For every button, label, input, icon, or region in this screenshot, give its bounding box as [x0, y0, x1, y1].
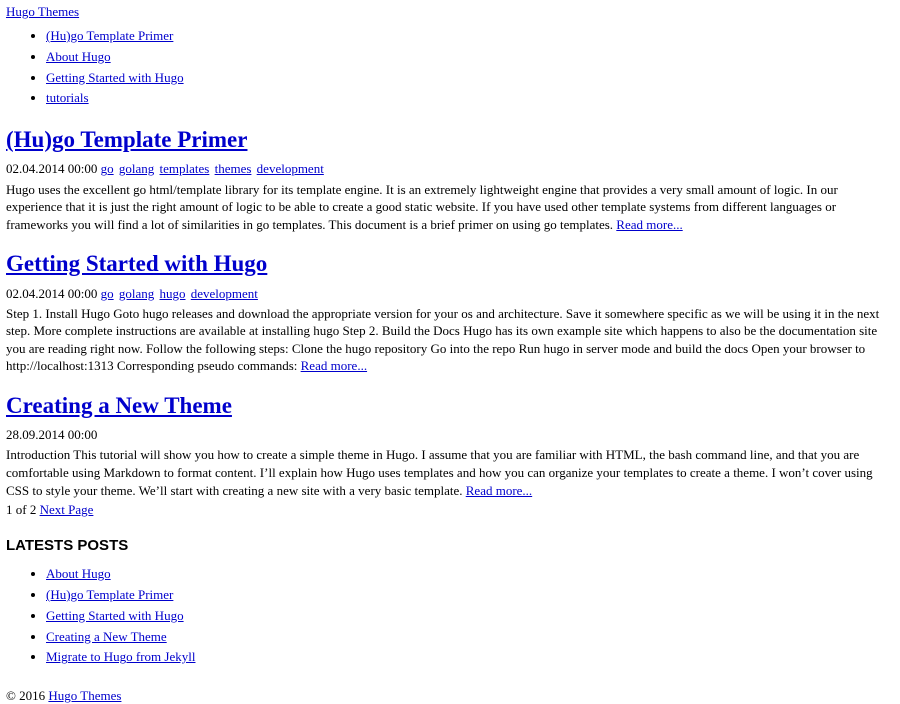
next-page-link[interactable]: Next Page — [39, 502, 94, 518]
post-date: 02.04.2014 00:00 — [6, 285, 98, 301]
post-summary-text: Step 1. Install Hugo Goto hugo releases and download the appropriate version for your os and architecture. Save it somewhere specific as we will be using it in the next step. More complete instructions are available at installing hugo Step 2. Build the Docs Hugo has its own example site which happens to also be the documentation site you are reading right now. Follow the following steps: Clone the hugo repository Go into the repo Run hugo in server mode and build the docs Open your browser to http://localhost:1313 Corresponding pseudo commands: — [6, 305, 880, 374]
post-tags — [101, 161, 326, 176]
latest-link-about-hugo[interactable]: About Hugo — [46, 566, 111, 582]
nav-link-template-primer[interactable]: (Hu)go Template Primer — [46, 28, 174, 43]
tag-link-golang[interactable]: golang — [118, 161, 155, 177]
post-item — [6, 393, 894, 499]
post-meta — [6, 285, 894, 303]
latest-link-template-primer[interactable]: (Hu)go Template Primer — [46, 587, 174, 603]
footer-site-link[interactable]: Hugo Themes — [48, 688, 122, 704]
nav-item — [46, 47, 894, 68]
latest-posts-heading: LATESTS POSTS — [6, 537, 129, 555]
tag-link-hugo[interactable]: hugo — [159, 285, 186, 301]
list-item — [46, 627, 894, 648]
post-date: 28.09.2014 00:00 — [6, 427, 98, 443]
list-item — [46, 564, 894, 585]
post-date: 02.04.2014 00:00 — [6, 161, 98, 177]
nav-item — [46, 88, 894, 109]
post-item — [6, 251, 894, 375]
list-item — [46, 647, 894, 668]
post-title-link[interactable]: (Hu)go Template Primer — [6, 127, 248, 153]
post-title — [6, 393, 894, 418]
post-list — [6, 127, 894, 519]
nav-link-getting-started[interactable]: Getting Started with Hugo — [46, 69, 184, 85]
post-meta — [6, 160, 894, 178]
nav-item — [46, 68, 894, 89]
post-title-link[interactable]: Creating a New Theme — [6, 392, 232, 418]
post-summary-text: Hugo uses the excellent go html/template library for its template engine. It is an extremely lightweight engine that provides a very small amount of logic. In our experience that it is just the right amount of logic to be able to create a good static website. If you have used other template systems from different languages or frameworks you will find a lot of similarities in go templates. This document is a brief primer on using go templates. — [6, 181, 838, 232]
site-title-link[interactable]: Hugo Themes — [6, 4, 80, 19]
nav-item — [46, 26, 894, 47]
read-more-link[interactable]: Read more... — [616, 216, 683, 232]
read-more-link[interactable]: Read more... — [465, 482, 533, 498]
post-item — [6, 127, 894, 233]
post-title-link[interactable]: Getting Started with Hugo — [6, 251, 268, 277]
footer-copyright: © 2016 — [6, 688, 46, 704]
post-title — [6, 251, 894, 276]
pagination-status: 1 of 2 — [6, 502, 37, 518]
site-footer — [6, 688, 894, 704]
post-title — [6, 127, 894, 152]
latest-link-migrate-jekyll[interactable]: Migrate to Hugo from Jekyll — [46, 649, 196, 665]
post-summary — [6, 181, 894, 234]
tag-link-development[interactable]: development — [256, 161, 324, 177]
site-header — [6, 4, 894, 20]
post-tags — [101, 286, 260, 301]
read-more-link[interactable]: Read more... — [300, 358, 368, 374]
tag-link-development[interactable]: development — [190, 285, 258, 301]
latest-posts-list — [6, 564, 894, 668]
post-summary-text: Introduction This tutorial will show you how to create a simple theme in Hugo. I assume that you are familiar with HTML, the bash command line, and that you are comfortable using Markdown to format content. I’ll explain how Hugo uses templates and how you can organize your templates to create a theme. I won’t cover using CSS to style your theme. We’ll start with creating a new site with a very basic template. — [6, 447, 873, 498]
main-navigation — [6, 26, 894, 109]
post-meta — [6, 426, 894, 444]
latest-link-getting-started[interactable]: Getting Started with Hugo — [46, 607, 184, 623]
pagination — [6, 501, 894, 519]
nav-link-tutorials[interactable]: tutorials — [46, 90, 89, 106]
latest-posts-section — [6, 537, 894, 668]
tag-link-go[interactable]: go — [100, 285, 114, 301]
list-item — [46, 585, 894, 606]
tag-link-themes[interactable]: themes — [214, 161, 252, 177]
list-item — [46, 606, 894, 627]
nav-link-about-hugo[interactable]: About Hugo — [46, 48, 111, 64]
tag-link-golang[interactable]: golang — [118, 285, 155, 301]
main-nav-list — [6, 26, 894, 109]
tag-link-go[interactable]: go — [100, 161, 114, 177]
post-summary — [6, 446, 894, 499]
latest-link-creating-theme[interactable]: Creating a New Theme — [46, 628, 167, 644]
post-summary — [6, 305, 894, 375]
tag-link-templates[interactable]: templates — [159, 161, 210, 177]
